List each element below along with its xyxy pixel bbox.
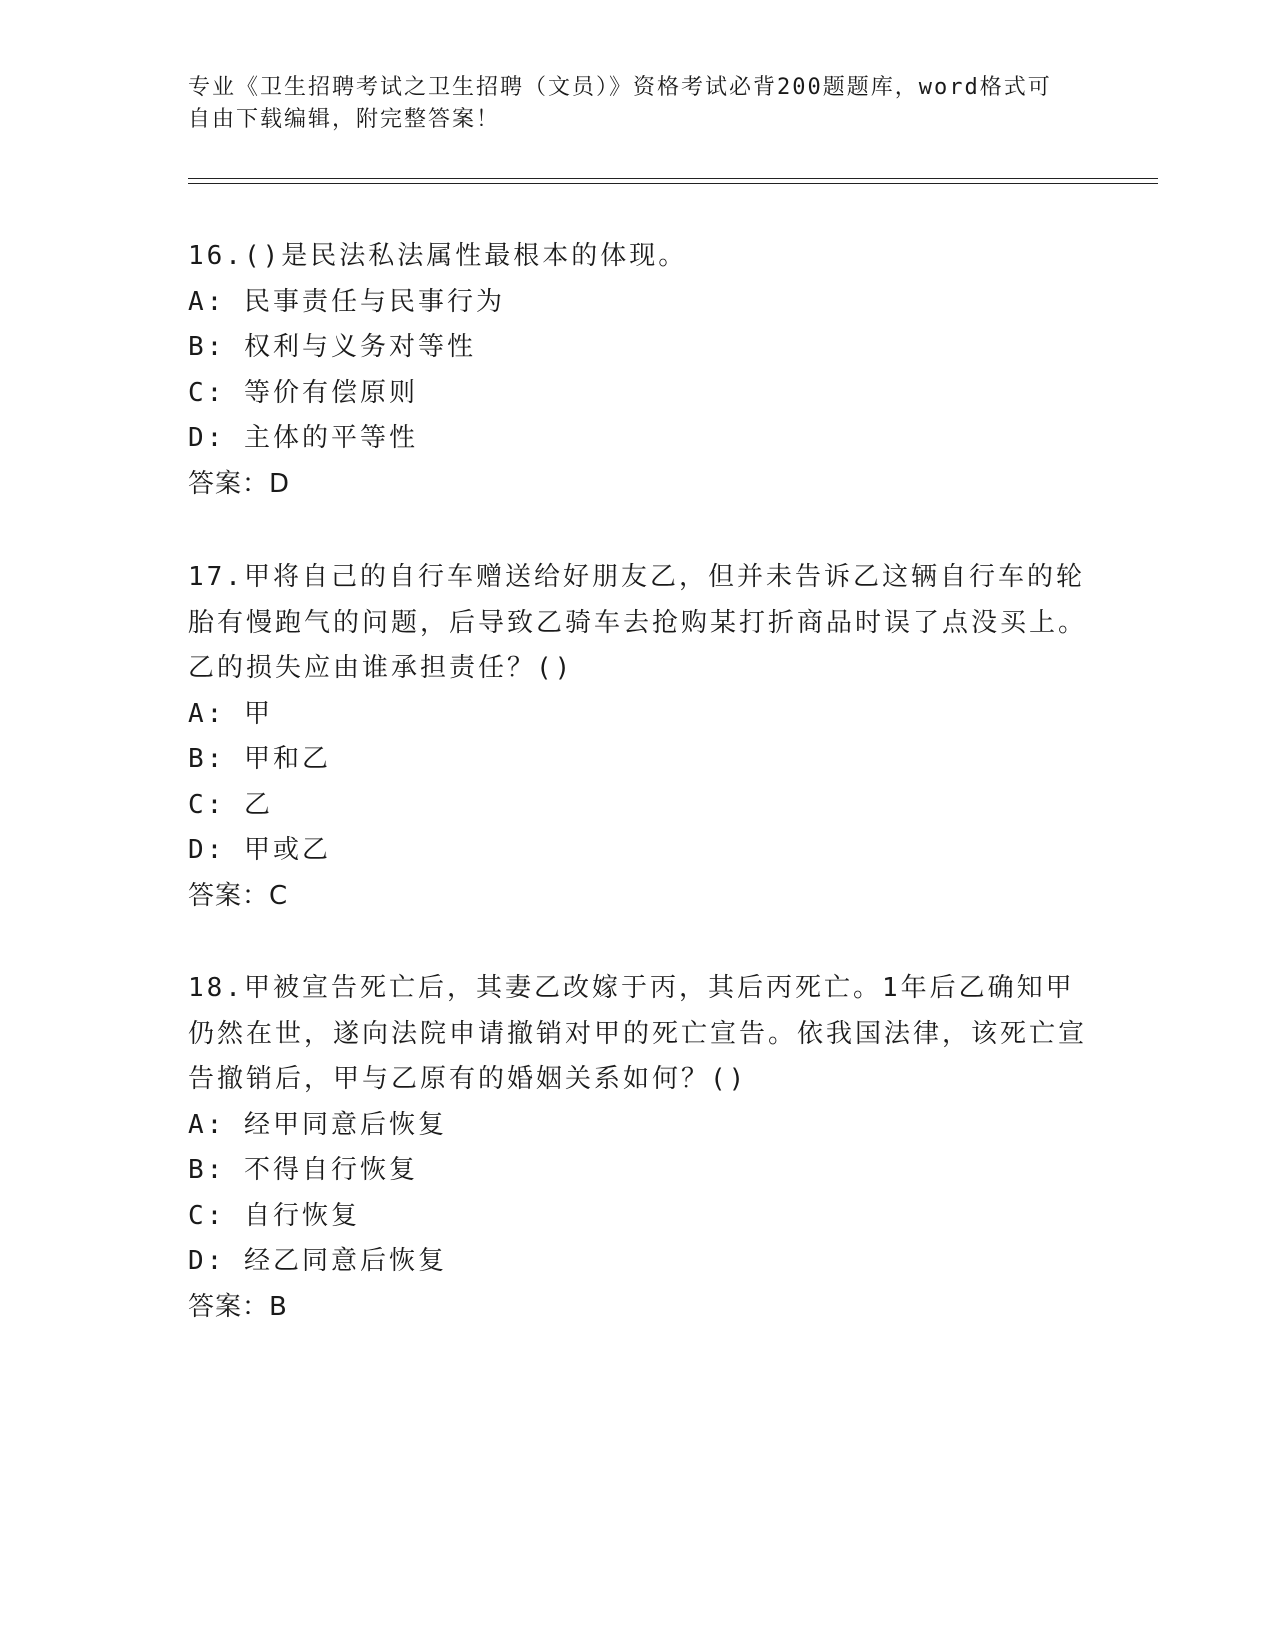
header-divider-top (188, 178, 1158, 179)
question-16 (188, 234, 1088, 507)
option-d: D: 甲或乙 (188, 835, 331, 865)
header-divider-bottom (188, 183, 1158, 184)
question-17 (188, 555, 1088, 919)
option-b: B: 不得自行恢复 (188, 1155, 418, 1185)
question-text: 17.甲将自己的自行车赠送给好朋友乙，但并未告诉乙这辆自行车的轮胎有慢跑气的问题，后导致乙骑车去抢购某打折商品时误了点没买上。乙的损失应由谁承担责任？() (188, 562, 1088, 683)
answer-line: 答案：C (188, 880, 289, 911)
question-text: 18.甲被宣告死亡后，其妻乙改嫁于丙，其后丙死亡。1年后乙确知甲仍然在世，遂向法院申请撤销对甲的死亡宣告。依我国法律，该死亡宣告撤销后，甲与乙原有的婚姻关系如何？() (188, 973, 1088, 1094)
option-a: A: 经甲同意后恢复 (188, 1109, 447, 1140)
option-d: D: 经乙同意后恢复 (188, 1246, 447, 1276)
answer-line: 答案：B (188, 1291, 288, 1322)
question-text: 16.()是民法私法属性最根本的体现。 (188, 241, 688, 271)
option-b: B: 甲和乙 (188, 744, 331, 774)
option-c: C: 等价有偿原则 (188, 377, 418, 408)
option-d: D: 主体的平等性 (188, 423, 418, 453)
option-a: A: 民事责任与民事行为 (188, 286, 505, 317)
option-c: C: 乙 (188, 789, 273, 820)
answer-line: 答案：D (188, 468, 291, 499)
question-18 (188, 966, 1088, 1330)
option-c: C: 自行恢复 (188, 1200, 360, 1231)
option-a: A: 甲 (188, 698, 273, 729)
option-b: B: 权利与义务对等性 (188, 332, 476, 362)
document-header: 专业《卫生招聘考试之卫生招聘（文员）》资格考试必背200题题库，word格式可自由下载编辑，附完整答案！ (188, 75, 1052, 132)
